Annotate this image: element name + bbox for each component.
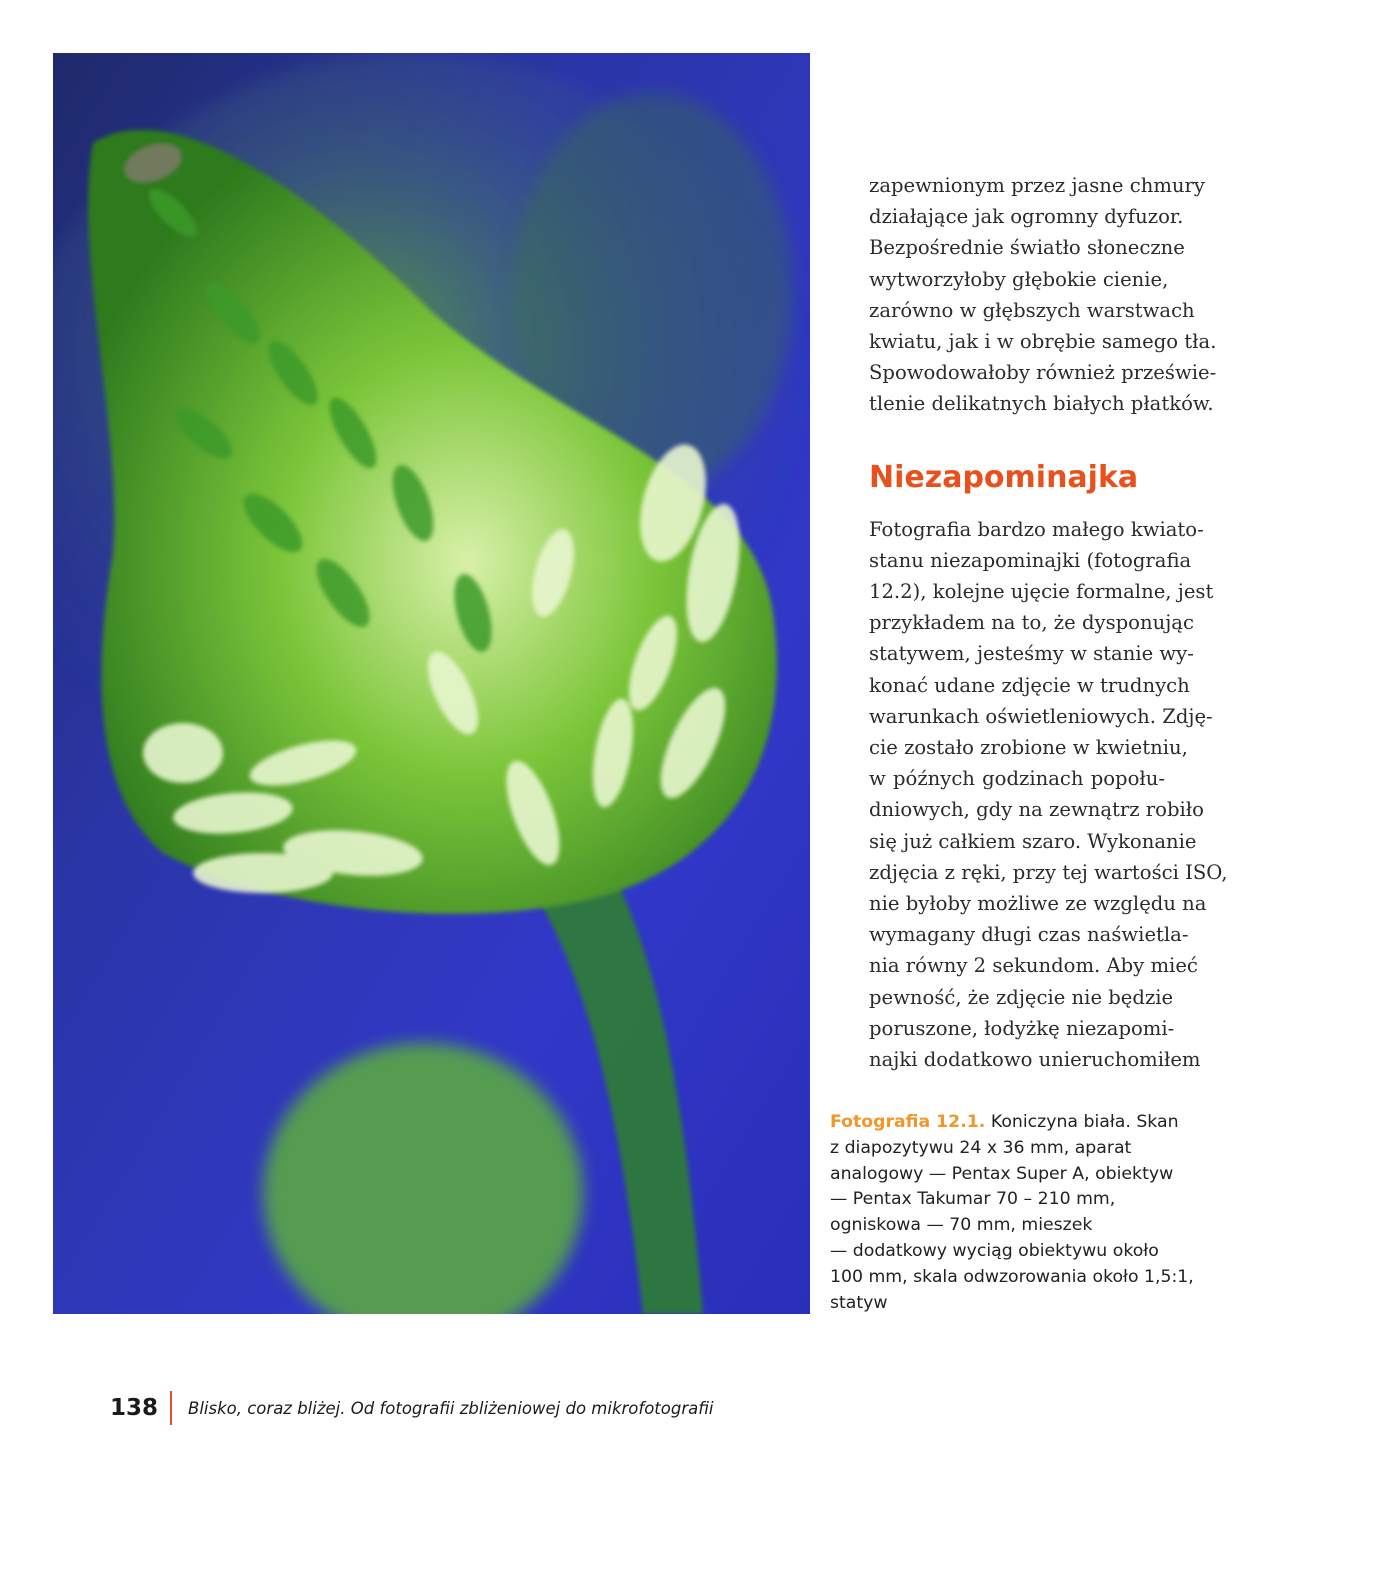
page-number: 138: [110, 1395, 159, 1421]
text-line: pewność, że zdjęcie nie będzie: [869, 985, 1174, 1009]
text-line: Bezpośrednie światło słoneczne: [869, 236, 1185, 260]
caption-label: Fotografia 12.1.: [830, 1112, 986, 1132]
body-text-column: [869, 170, 1228, 1075]
text-line: dniowych, gdy na zewnątrz robiło: [869, 798, 1204, 822]
caption-line: — dodatkowy wyciąg obiektywu około: [830, 1240, 1159, 1261]
running-title: Blisko, coraz bliżej. Od fotografii zbliżeniowej do mikrofotografii: [188, 1398, 714, 1418]
text-line: poruszone, łodyżkę niezapomi-: [869, 1016, 1175, 1040]
caption-line: — Pentax Takumar 70 – 210 mm,: [830, 1189, 1116, 1210]
text-line: wymagany długi czas naświetla-: [869, 923, 1189, 947]
text-line: zarówno w głębszych warstwach: [869, 298, 1195, 322]
text-line: najki dodatkowo unieruchomiłem: [869, 1048, 1201, 1072]
text-line: kwiatu, jak i w obrębie samego tła.: [869, 330, 1217, 354]
text-line: cie zostało zrobione w kwietniu,: [869, 736, 1188, 760]
text-line: zapewnionym przez jasne chmury: [869, 174, 1205, 197]
text-line: tlenie delikatnych białych płatków.: [869, 392, 1214, 416]
caption-line: z diapozytywu 24 x 36 mm, aparat: [830, 1137, 1132, 1158]
text-line: działające jak ogromny dyfuzor.: [869, 205, 1184, 229]
text-line: nia równy 2 sekundom. Aby mieć: [869, 954, 1198, 978]
text-line: Spowodowałoby również prześwie-: [869, 361, 1217, 385]
text-line: stanu niezapominajki (fotografia: [869, 548, 1192, 572]
caption-line: 100 mm, skala odwzorowania około 1,5:1,: [830, 1266, 1194, 1287]
paragraph-continued: [869, 170, 1217, 420]
page-footer: [110, 1388, 713, 1428]
text-line: warunkach oświetleniowych. Zdję-: [869, 704, 1213, 728]
photo-caption: [830, 1110, 1194, 1316]
text-line: Fotografia bardzo małego kwiato-: [869, 517, 1204, 541]
text-line: 12.2), kolejne ujęcie formalne, jest: [869, 580, 1214, 604]
caption-line: ogniskowa — 70 mm, mieszek: [830, 1215, 1093, 1236]
text-line: w późnych godzinach popołu-: [869, 767, 1165, 791]
section-paragraph: [869, 514, 1228, 1076]
clover-photo: [53, 53, 810, 1314]
caption-line: analogowy — Pentax Super A, obiektyw: [830, 1163, 1174, 1184]
text-line: statywem, jesteśmy w stanie wy-: [869, 642, 1194, 666]
text-line: zdjęcia z ręki, przy tej wartości ISO,: [869, 860, 1228, 884]
caption-line: [830, 1110, 1179, 1136]
footer-divider: [170, 1391, 172, 1425]
text-line: nie byłoby możliwe ze względu na: [869, 892, 1207, 916]
caption-text: Koniczyna biała. Skan: [985, 1112, 1179, 1132]
text-line: wytworzyłoby głębokie cienie,: [869, 267, 1169, 291]
text-line: konać udane zdjęcie w trudnych: [869, 673, 1190, 697]
text-line: przykładem na to, że dysponując: [869, 611, 1194, 635]
caption-line: statyw: [830, 1292, 888, 1313]
section-heading: Niezapominajka: [869, 459, 1139, 495]
text-line: się już całkiem szaro. Wykonanie: [869, 829, 1197, 853]
